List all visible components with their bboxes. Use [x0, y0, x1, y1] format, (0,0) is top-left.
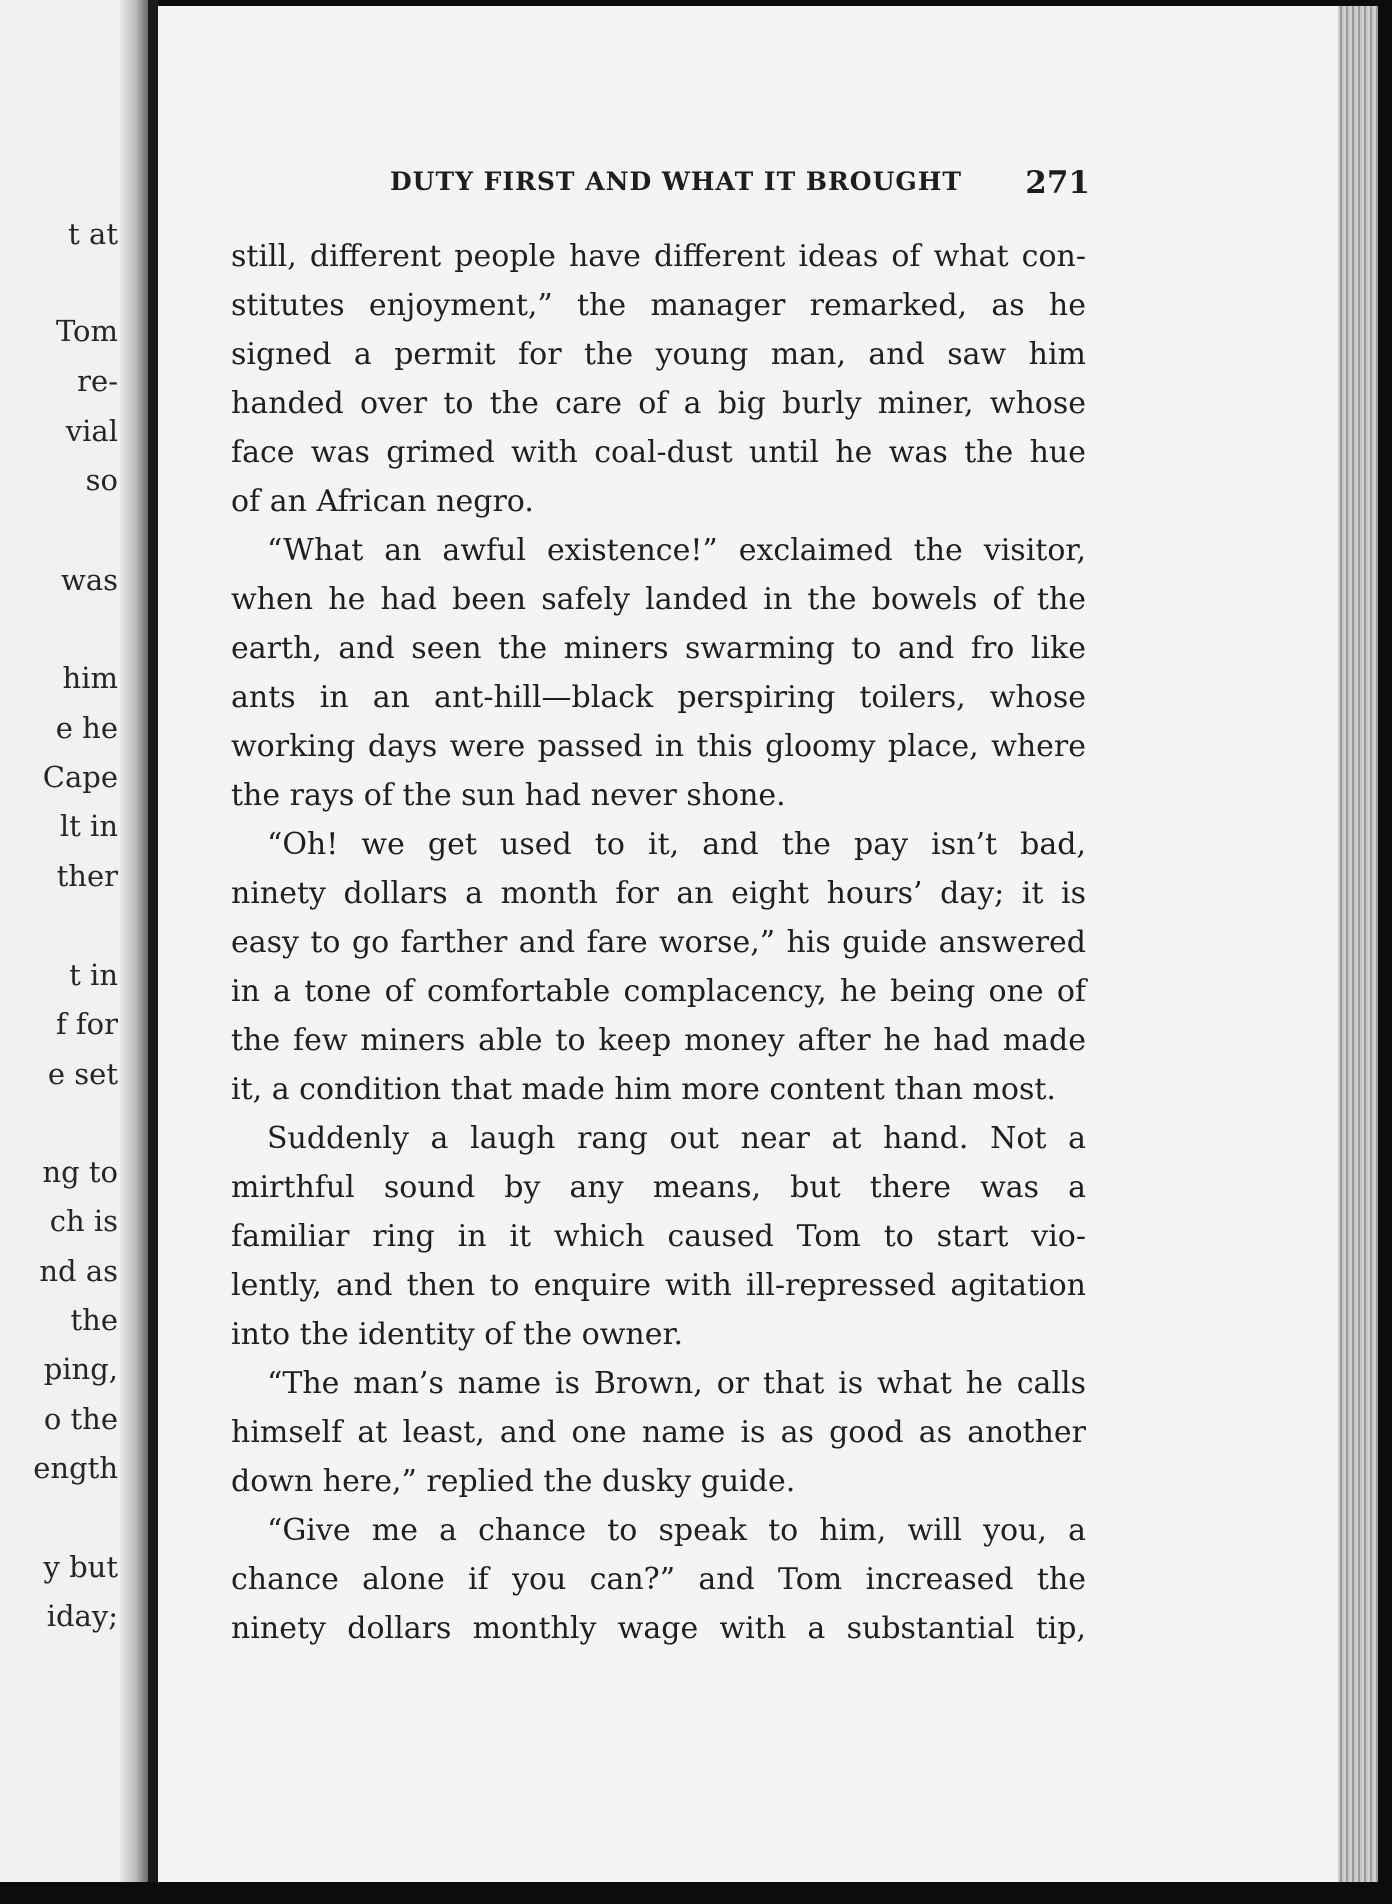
text-line: face was grimed with coal-dust until he was the hue — [231, 435, 1086, 470]
text-line: into the identity of the owner. — [231, 1317, 684, 1352]
body-text — [231, 232, 1086, 1653]
left-page-fragment: vial — [65, 414, 118, 448]
text-line: earth, and seen the miners swarming to and fro like — [231, 631, 1086, 666]
text-line: easy to go farther and fare worse,” his guide answered — [231, 925, 1086, 960]
left-page — [0, 0, 148, 1882]
text-line: handed over to the care of a big burly miner, whose — [231, 386, 1086, 421]
text-line: “Oh! we get used to it, and the pay isn’t bad, — [267, 827, 1086, 862]
left-page-fragment: him — [62, 661, 118, 695]
text-line: “What an awful existence!” exclaimed the visitor, — [267, 533, 1086, 568]
text-line: down here,” replied the dusky guide. — [231, 1464, 796, 1499]
text-line: ninety dollars monthly wage with a substantial tip, — [231, 1611, 1086, 1646]
left-page-fragment: the — [70, 1303, 118, 1337]
left-page-fragment: e he — [55, 711, 118, 745]
text-line: familiar ring in it which caused Tom to start vio- — [231, 1219, 1086, 1254]
left-page-fragment: was — [61, 563, 118, 597]
left-page-fragment: nd as — [39, 1254, 118, 1288]
left-page-fragment: Cape — [42, 760, 118, 794]
text-line: stitutes enjoyment,” the manager remarked, as he — [231, 288, 1086, 323]
left-page-fragment: ength — [33, 1451, 118, 1485]
left-page-fragment: f for — [55, 1007, 118, 1041]
text-line: himself at least, and one name is as good as another — [231, 1415, 1086, 1450]
text-line: in a tone of comfortable complacency, he being one of — [231, 974, 1086, 1009]
text-line: it, a condition that made him more content than most. — [231, 1072, 1056, 1107]
text-line: mirthful sound by any means, but there was a — [231, 1170, 1086, 1205]
left-page-fragment: re- — [77, 364, 118, 398]
text-line: ninety dollars a month for an eight hours’ day; it is — [231, 876, 1086, 911]
left-page-fragment: iday; — [46, 1599, 118, 1633]
left-page-fragment: y but — [43, 1550, 118, 1584]
running-head — [390, 167, 1090, 201]
text-line: lently, and then to enquire with ill-repressed agitation — [231, 1268, 1086, 1303]
left-page-fragment: lt in — [59, 809, 118, 843]
text-line: when he had been safely landed in the bowels of the — [231, 582, 1086, 617]
text-line: “The man’s name is Brown, or that is what he calls — [267, 1366, 1086, 1401]
running-title: DUTY FIRST AND WHAT IT BROUGHT — [390, 167, 962, 196]
left-page-fragment: ther — [56, 859, 118, 893]
text-line: Suddenly a laugh rang out near at hand. Not a — [267, 1121, 1086, 1156]
page-number: 271 — [1025, 165, 1090, 201]
left-page-fragment: so — [85, 463, 118, 497]
left-page-fragment: Tom — [55, 314, 118, 348]
left-page-fragment: e set — [47, 1057, 118, 1091]
text-line: the rays of the sun had never shone. — [231, 778, 786, 813]
left-page-fragment: t in — [69, 958, 118, 992]
book-gutter — [148, 0, 158, 1882]
text-line: of an African negro. — [231, 484, 534, 519]
text-line: chance alone if you can?” and Tom increased the — [231, 1562, 1086, 1597]
text-line: the few miners able to keep money after he had made — [231, 1023, 1086, 1058]
text-line: ants in an ant-hill—black perspiring toilers, whose — [231, 680, 1086, 715]
page-stack-edge — [1338, 6, 1378, 1882]
left-page-curved-edge — [120, 0, 148, 1882]
text-line: working days were passed in this gloomy place, where — [231, 729, 1086, 764]
text-line: signed a permit for the young man, and saw him — [231, 337, 1086, 372]
text-line: “Give me a chance to speak to him, will you, a — [267, 1513, 1086, 1548]
left-page-fragment: o the — [43, 1402, 118, 1436]
left-page-fragment: ng to — [42, 1155, 118, 1189]
left-page-fragment: t at — [68, 217, 118, 251]
text-line: still, different people have different ideas of what con- — [231, 239, 1086, 274]
left-page-fragment: ch is — [49, 1204, 118, 1238]
left-page-fragment: ping, — [43, 1352, 118, 1386]
